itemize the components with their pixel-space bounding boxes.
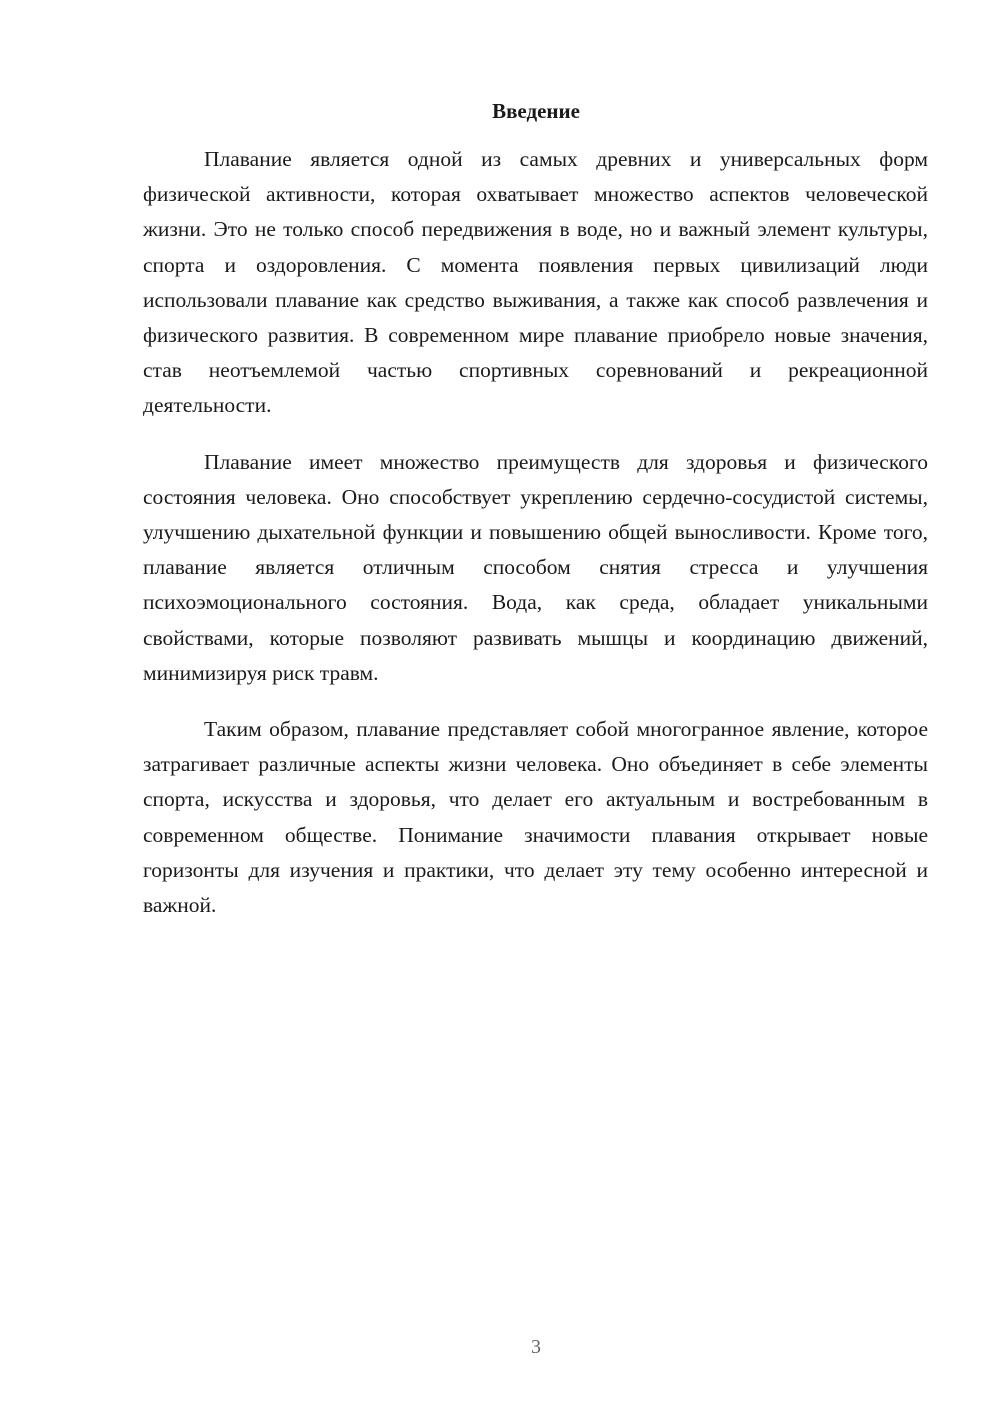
- paragraph-conclusion: Таким образом, плавание представляет собой многогранное явление, которое затрагивает различные аспекты жизни человека. Оно объединяет в себе элементы спорта, искусства и здоровья, что делает его актуальным и востребованным в современном обществе. Понимание значимости плавания открывает новые горизонты для изучения и практики, что делает эту тему особенно интересной и важной.: [143, 717, 928, 918]
- body-text: [143, 142, 928, 944]
- paragraph-benefits: Плавание имеет множество преимуществ для здоровья и физического состояния человека. Оно способствует укреплению сердечно-сосудистой системы, улучшению дыхательной функции и повышению общей выносливости. Кроме того, плавание является отличным способом снятия стресса и улучшения психоэмоционального состояния. Вода, как среда, обладает уникальными свойствами, которые позволяют развивать мышцы и координацию движений, минимизируя риск травм.: [143, 449, 928, 685]
- section-heading: Введение: [492, 99, 580, 123]
- paragraph-intro: Плавание является одной из самых древних и универсальных форм физической активности, которая охватывает множество аспектов человеческой жизни. Это не только способ передвижения в воде, но и важный элемент культуры, спорта и оздоровления. С момента появления первых цивилизаций люди использовали плавание как средство выживания, а также как способ развлечения и физического развития. В современном мире плавание приобрело новые значения, став неотъемлемой частью спортивных соревнований и рекреационной деятельности.: [143, 147, 928, 418]
- page-number: 3: [531, 1336, 541, 1358]
